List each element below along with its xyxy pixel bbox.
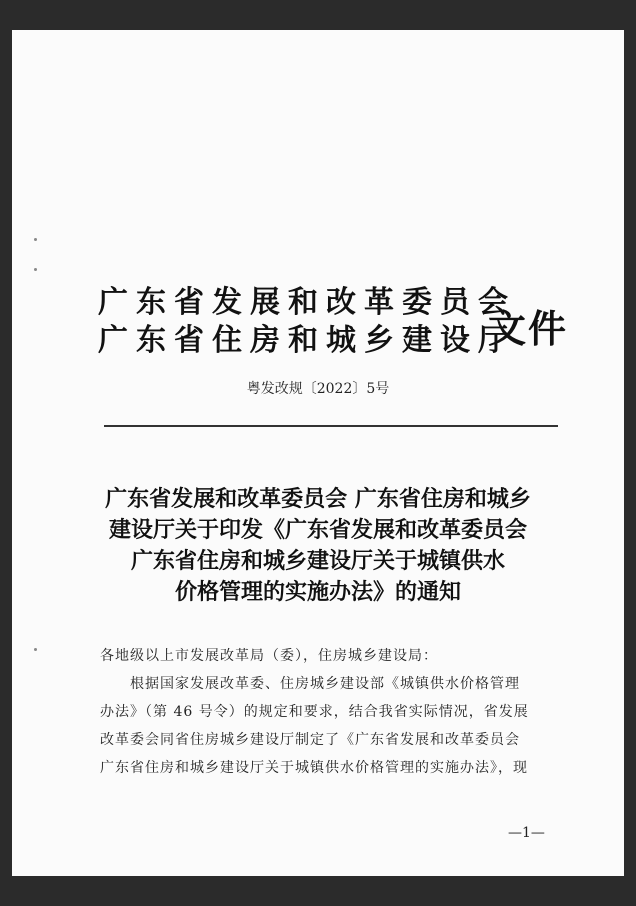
body-line: 改革委会同省住房城乡建设厅制定了《广东省发展和改革委员会 — [100, 732, 520, 748]
salutation: 各地级以上市发展改革局（委），住房城乡建设局： — [100, 648, 438, 664]
body-line: 办法》（第 46 号令）的规定和要求，结合我省实际情况，省发展 — [100, 704, 529, 720]
title-line: 价格管理的实施办法》的通知 — [174, 579, 461, 605]
body-line: 广东省住房和城乡建设厅关于城镇供水价格管理的实施办法》，现 — [100, 760, 528, 776]
scan-artifact — [34, 238, 37, 241]
document-mark: 文件 — [488, 306, 569, 351]
scan-artifact — [34, 268, 37, 271]
title-line: 广东省发展和改革委员会 广东省住房和城乡 — [105, 486, 531, 512]
document-number: 粤发改规〔2022〕5号 — [246, 381, 390, 397]
header-divider — [104, 425, 558, 427]
body-line: 根据国家发展改革委、住房城乡建设部《城镇供水价格管理 — [130, 676, 520, 692]
title-line: 建设厅关于印发《广东省发展和改革委员会 — [108, 517, 527, 543]
page-number: —1— — [508, 825, 545, 841]
title-line: 广东省住房和城乡建设厅关于城镇供水 — [130, 548, 505, 574]
issuer-block — [98, 284, 516, 360]
issuer-name: 广东省住房和城乡建设厅 — [98, 323, 516, 358]
scan-artifact — [34, 648, 37, 651]
document-title — [12, 484, 624, 608]
issuer-name: 广东省发展和改革委员会 — [98, 285, 516, 320]
document-page — [12, 30, 624, 876]
